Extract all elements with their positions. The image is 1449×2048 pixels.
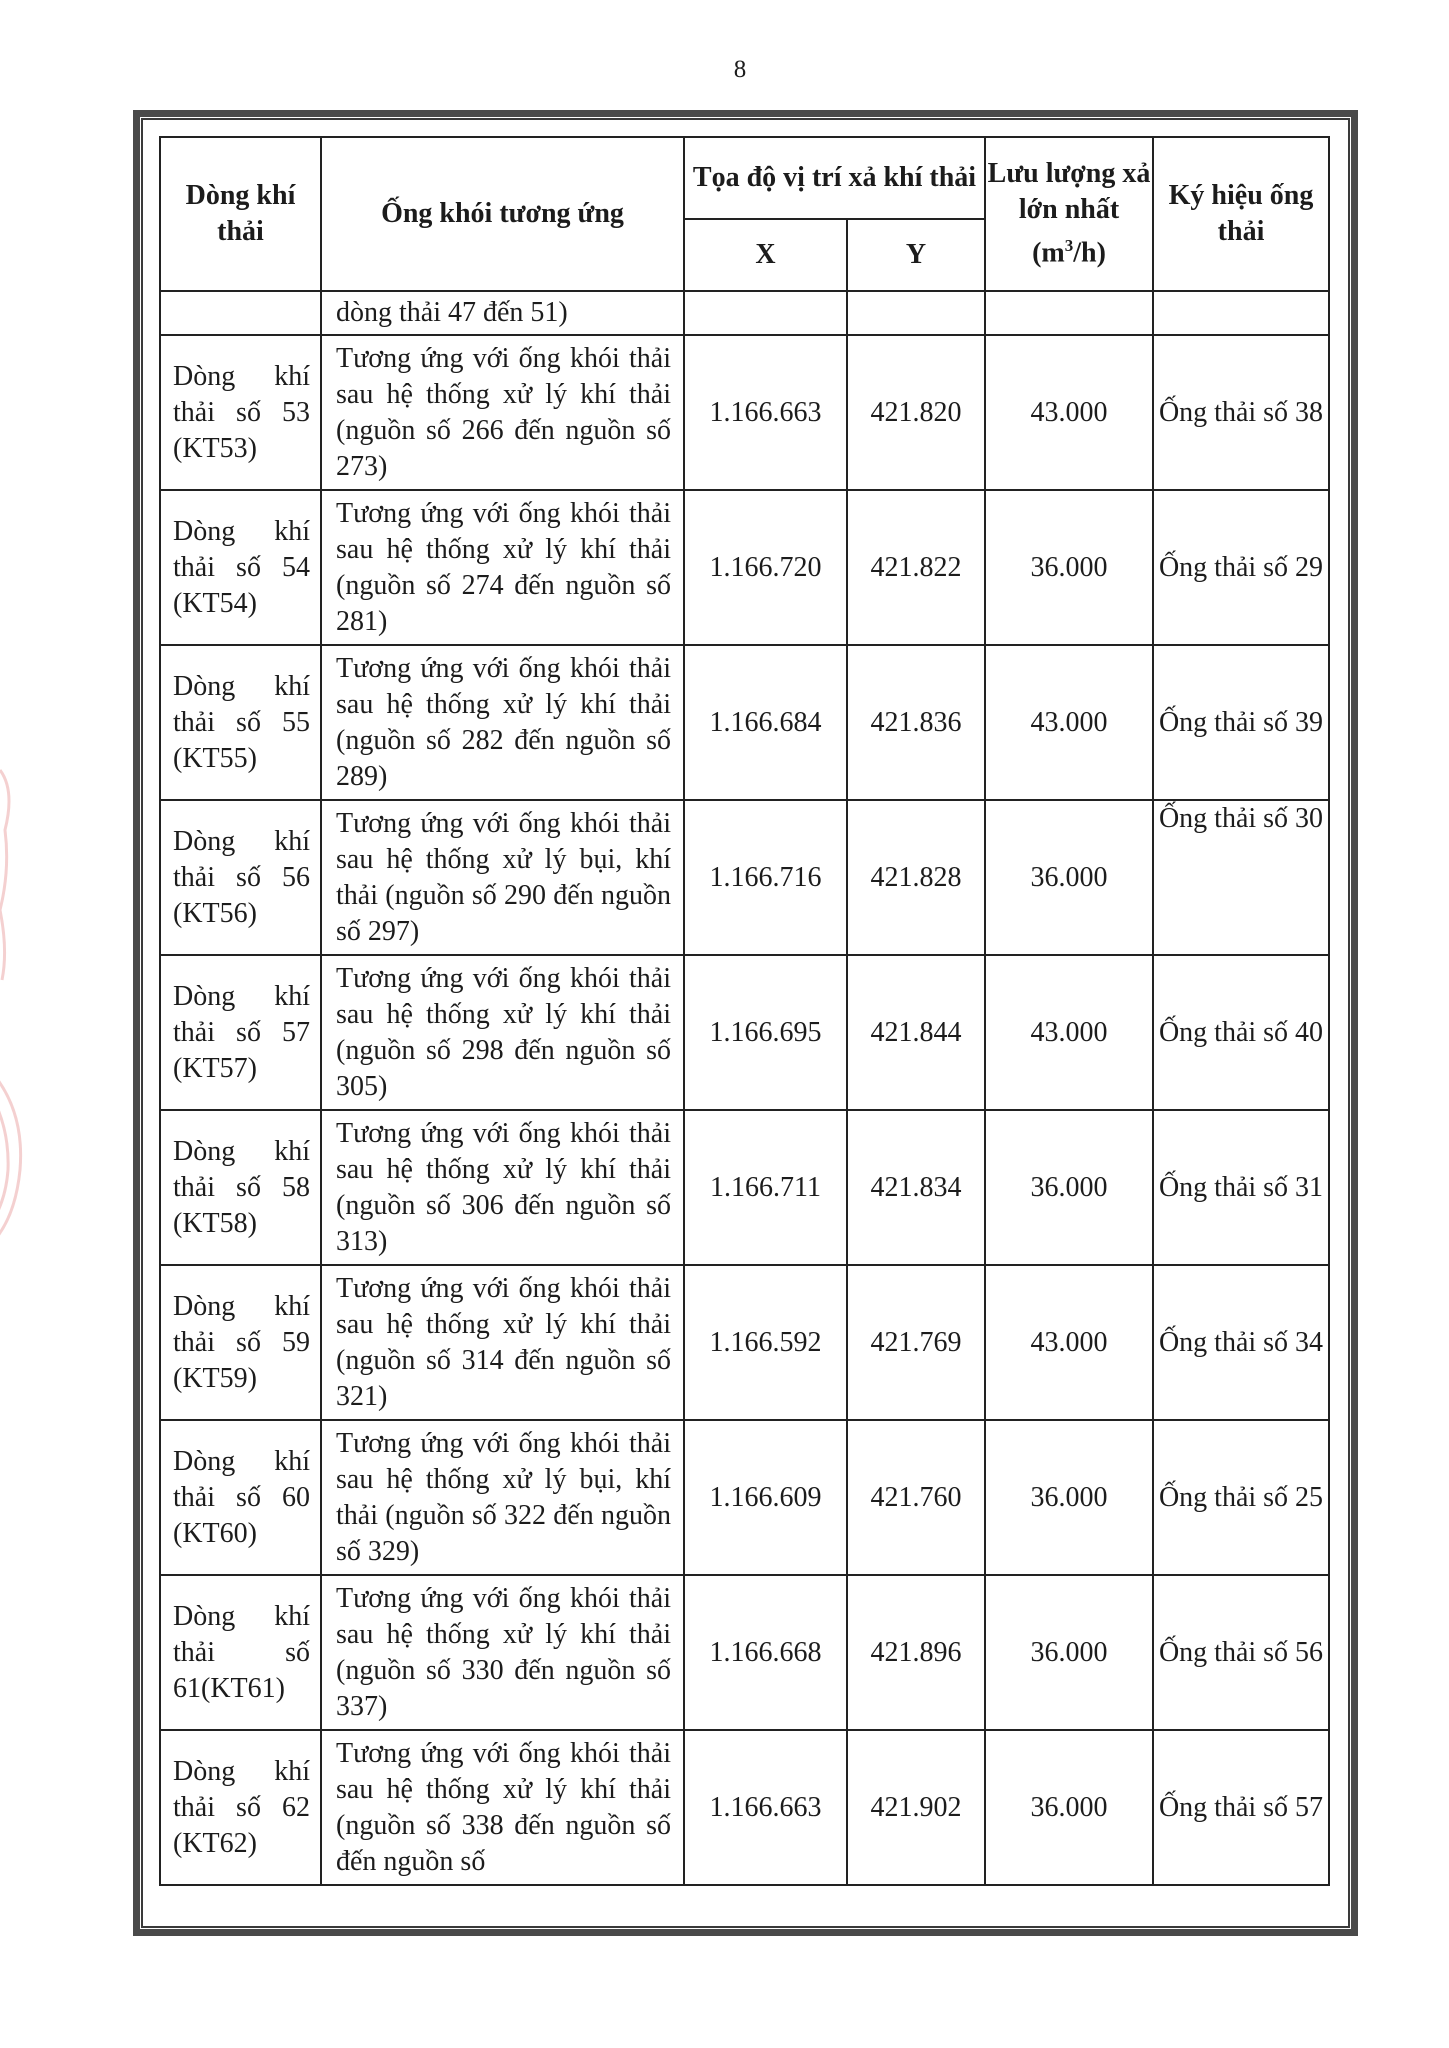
cell-flow: 36.000 — [985, 1420, 1153, 1575]
cell-x: 1.166.716 — [684, 800, 847, 955]
table-row-continuation — [160, 291, 1329, 335]
header-x: X — [684, 219, 847, 291]
cell-y: 421.822 — [847, 490, 985, 645]
cell-symbol: Ống thải số 56 — [1153, 1575, 1329, 1730]
page-number: 8 — [733, 56, 747, 83]
cell-symbol: Ống thải số 39 — [1153, 645, 1329, 800]
cell-stack: Tương ứng với ống khói thải sau hệ thống xử lý khí thải (nguồn số 330 đến nguồn số 337) — [321, 1575, 684, 1730]
cell-symbol: Ống thải số 38 — [1153, 335, 1329, 490]
cell-stream: Dòng khí thải số 59 (KT59) — [160, 1265, 321, 1420]
header-symbol: Ký hiệu ống thải — [1153, 137, 1329, 291]
table-row — [160, 1420, 1329, 1575]
cell-flow: 36.000 — [985, 800, 1153, 955]
cell-y: 421.760 — [847, 1420, 985, 1575]
cell-stack: dòng thải 47 đến 51) — [321, 291, 684, 335]
table-row — [160, 1730, 1329, 1885]
cell-stack: Tương ứng với ống khói thải sau hệ thống xử lý khí thải (nguồn số 314 đến nguồn số 321) — [321, 1265, 684, 1420]
cell-x — [684, 291, 847, 335]
header-y: Y — [847, 219, 985, 291]
table-row — [160, 1110, 1329, 1265]
cell-symbol: Ống thải số 25 — [1153, 1420, 1329, 1575]
header-flow-sup: 3 — [1064, 236, 1074, 256]
cell-y: 421.820 — [847, 335, 985, 490]
cell-stack: Tương ứng với ống khói thải sau hệ thống xử lý khí thải (nguồn số 274 đến nguồn số 281) — [321, 490, 684, 645]
stamp-ring — [0, 1070, 21, 1245]
cell-x: 1.166.609 — [684, 1420, 847, 1575]
cell-stream: Dòng khí thải số 61(KT61) — [160, 1575, 321, 1730]
cell-x: 1.166.720 — [684, 490, 847, 645]
cell-flow: 36.000 — [985, 1110, 1153, 1265]
cell-stream: Dòng khí thải số 54 (KT54) — [160, 490, 321, 645]
table-row — [160, 955, 1329, 1110]
cell-stack: Tương ứng với ống khói thải sau hệ thống xử lý khí thải (nguồn số 266 đến nguồn số 273) — [321, 335, 684, 490]
cell-x: 1.166.684 — [684, 645, 847, 800]
table-row — [160, 1265, 1329, 1420]
table-row — [160, 335, 1329, 490]
cell-x: 1.166.695 — [684, 955, 847, 1110]
cell-flow: 43.000 — [985, 645, 1153, 800]
cell-symbol: Ống thải số 29 — [1153, 490, 1329, 645]
cell-flow: 43.000 — [985, 1265, 1153, 1420]
cell-y: 421.896 — [847, 1575, 985, 1730]
cell-x: 1.166.668 — [684, 1575, 847, 1730]
cell-stream: Dòng khí thải số 56 (KT56) — [160, 800, 321, 955]
cell-x: 1.166.592 — [684, 1265, 847, 1420]
red-stamp-edge — [0, 750, 60, 1250]
cell-stack: Tương ứng với ống khói thải sau hệ thống xử lý khí thải (nguồn số 338 đến nguồn số đến nguồn số — [321, 1730, 684, 1885]
cell-symbol: Ống thải số 40 — [1153, 955, 1329, 1110]
cell-stream — [160, 291, 321, 335]
header-stack: Ống khói tương ứng — [321, 137, 684, 291]
header-flow-label: Lưu lượng xả lớn nhất (m — [987, 158, 1151, 269]
cell-symbol: Ống thải số 31 — [1153, 1110, 1329, 1265]
header-stream: Dòng khí thải — [160, 137, 321, 291]
cell-stack: Tương ứng với ống khói thải sau hệ thống xử lý khí thải (nguồn số 306 đến nguồn số 313) — [321, 1110, 684, 1265]
cell-y: 421.769 — [847, 1265, 985, 1420]
header-flow-end: /h) — [1073, 237, 1106, 269]
table-row — [160, 490, 1329, 645]
header-flow — [985, 137, 1153, 291]
cell-stream: Dòng khí thải số 55 (KT55) — [160, 645, 321, 800]
cell-flow — [985, 291, 1153, 335]
cell-stream: Dòng khí thải số 62 (KT62) — [160, 1730, 321, 1885]
header-coords: Tọa độ vị trí xả khí thải — [684, 137, 985, 219]
table-row — [160, 800, 1329, 955]
cell-stack: Tương ứng với ống khói thải sau hệ thống xử lý bụi, khí thải (nguồn số 290 đến nguồn số 297) — [321, 800, 684, 955]
stamp-mark — [0, 770, 9, 980]
cell-symbol: Ống thải số 34 — [1153, 1265, 1329, 1420]
cell-flow: 43.000 — [985, 955, 1153, 1110]
cell-flow: 36.000 — [985, 490, 1153, 645]
cell-flow: 43.000 — [985, 335, 1153, 490]
cell-stream: Dòng khí thải số 60 (KT60) — [160, 1420, 321, 1575]
cell-y: 421.834 — [847, 1110, 985, 1265]
cell-stack: Tương ứng với ống khói thải sau hệ thống xử lý khí thải (nguồn số 298 đến nguồn số 305) — [321, 955, 684, 1110]
cell-x: 1.166.663 — [684, 335, 847, 490]
cell-flow: 36.000 — [985, 1730, 1153, 1885]
cell-stream: Dòng khí thải số 57 (KT57) — [160, 955, 321, 1110]
cell-flow: 36.000 — [985, 1575, 1153, 1730]
cell-symbol — [1153, 291, 1329, 335]
cell-x: 1.166.663 — [684, 1730, 847, 1885]
cell-symbol: Ống thải số 57 — [1153, 1730, 1329, 1885]
table-row — [160, 1575, 1329, 1730]
stamp-ring-inner — [0, 1080, 8, 1235]
cell-x: 1.166.711 — [684, 1110, 847, 1265]
cell-y — [847, 291, 985, 335]
cell-stream: Dòng khí thải số 53 (KT53) — [160, 335, 321, 490]
cell-y: 421.836 — [847, 645, 985, 800]
cell-y: 421.902 — [847, 1730, 985, 1885]
cell-stream: Dòng khí thải số 58 (KT58) — [160, 1110, 321, 1265]
cell-y: 421.844 — [847, 955, 985, 1110]
table-row — [160, 645, 1329, 800]
cell-y: 421.828 — [847, 800, 985, 955]
cell-stack: Tương ứng với ống khói thải sau hệ thống xử lý bụi, khí thải (nguồn số 322 đến nguồn số 329) — [321, 1420, 684, 1575]
cell-stack: Tương ứng với ống khói thải sau hệ thống xử lý khí thải (nguồn số 282 đến nguồn số 289) — [321, 645, 684, 800]
emission-table — [159, 136, 1330, 1886]
cell-symbol: Ống thải số 30 — [1153, 800, 1329, 955]
